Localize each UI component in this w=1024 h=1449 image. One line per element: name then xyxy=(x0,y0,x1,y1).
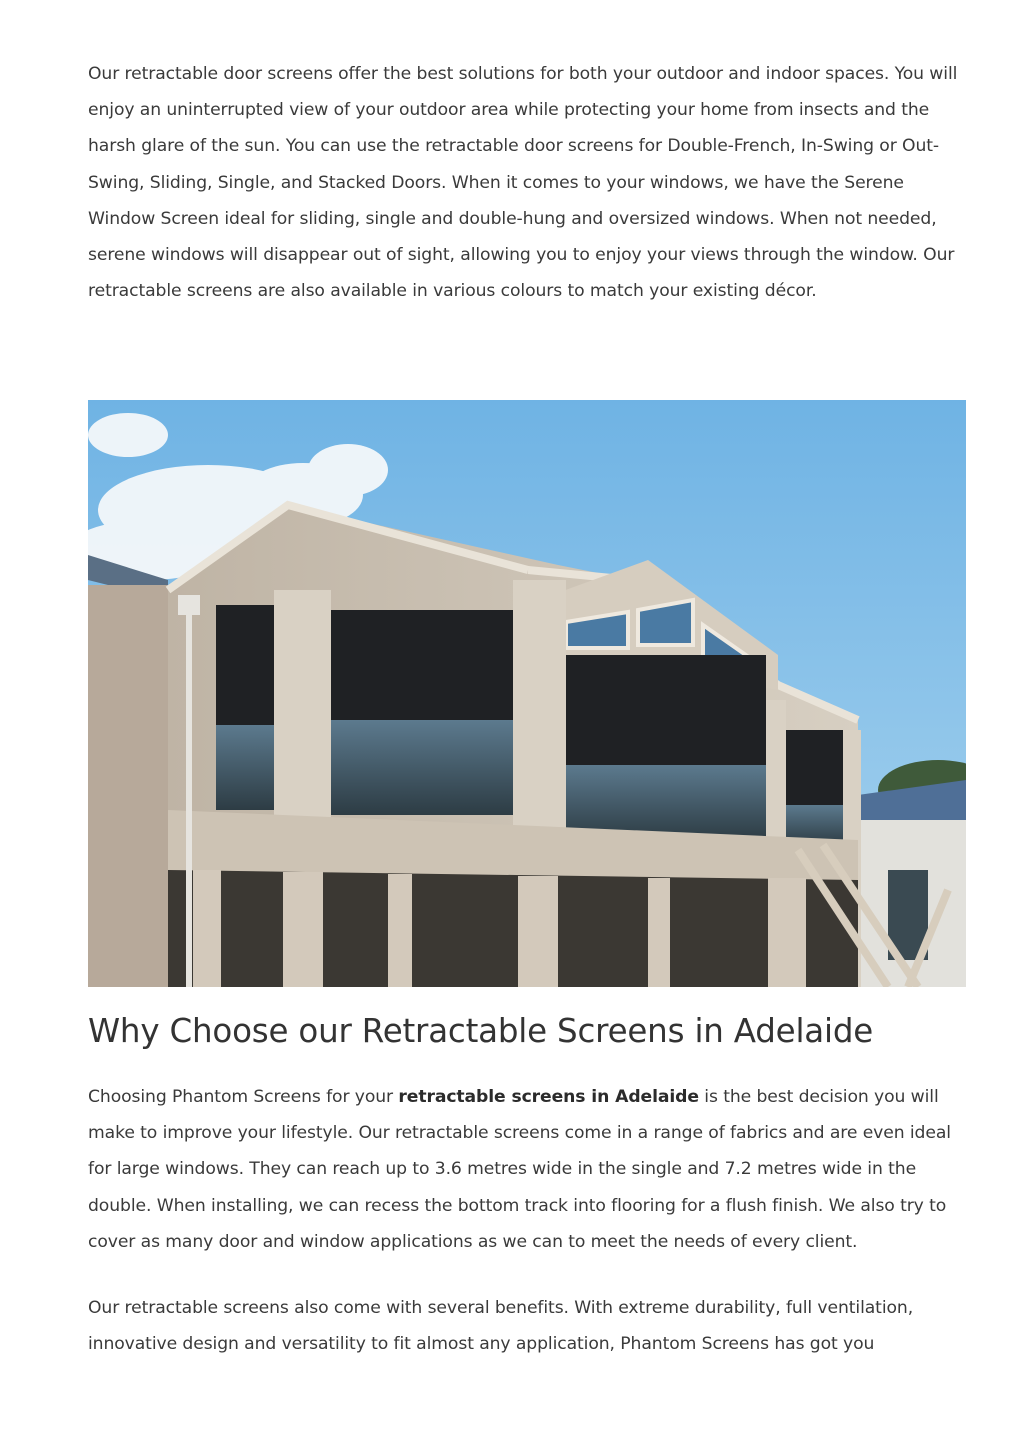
p1-before: Choosing Phantom Screens for your xyxy=(88,1087,399,1107)
intro-paragraph: Our retractable door screens offer the best solutions for both your outdoor and indoor spaces. You will enjoy an uninterrupted view of your outdoor area while protecting your home from insects and the harsh glare of the sun. You can use the retractable door screens for Double-French, In-Swing or Out-Swing, Sliding, Single, and Stacked Doors. When it comes to your windows, we have the Serene Window Screen ideal for sliding, single and double-hung and oversized windows. When not needed, serene windows will disappear out of sight, allowing you to enjoy your views through the window. Our retractable screens are also available in various colours to match your existing décor. xyxy=(88,64,958,302)
downpipe xyxy=(186,605,192,987)
p1-after: is the best decision you will make to improve your lifestyle. Our retractable screens come in a range of fabrics and are even ideal for large windows. They can reach up to 3.6 metres wide in the single and 7.2 metres wide in the double. When installing, we can recess the bottom track into flooring for a flush finish. We also try to cover as many door and window applications as we can to meet the needs of every client. xyxy=(88,1087,951,1252)
intro-section xyxy=(88,56,966,309)
screen-right xyxy=(566,655,766,775)
p1-bold-link: retractable screens in Adelaide xyxy=(398,1087,699,1107)
house-photo xyxy=(88,400,966,987)
screen-centre xyxy=(331,610,513,720)
section-paragraph-1 xyxy=(88,1079,966,1260)
screen-far-right xyxy=(783,730,843,810)
screen-left-small xyxy=(216,605,274,725)
section-paragraph-2: Our retractable screens also come with several benefits. With extreme durability, full ventilation, innovative design and versatility to fit almost any application, Phantom Screens has got you xyxy=(88,1298,914,1355)
section-heading: Why Choose our Retractable Screens in Adelaide xyxy=(88,1012,874,1050)
underfloor xyxy=(168,870,858,987)
why-choose-section xyxy=(88,1079,966,1362)
